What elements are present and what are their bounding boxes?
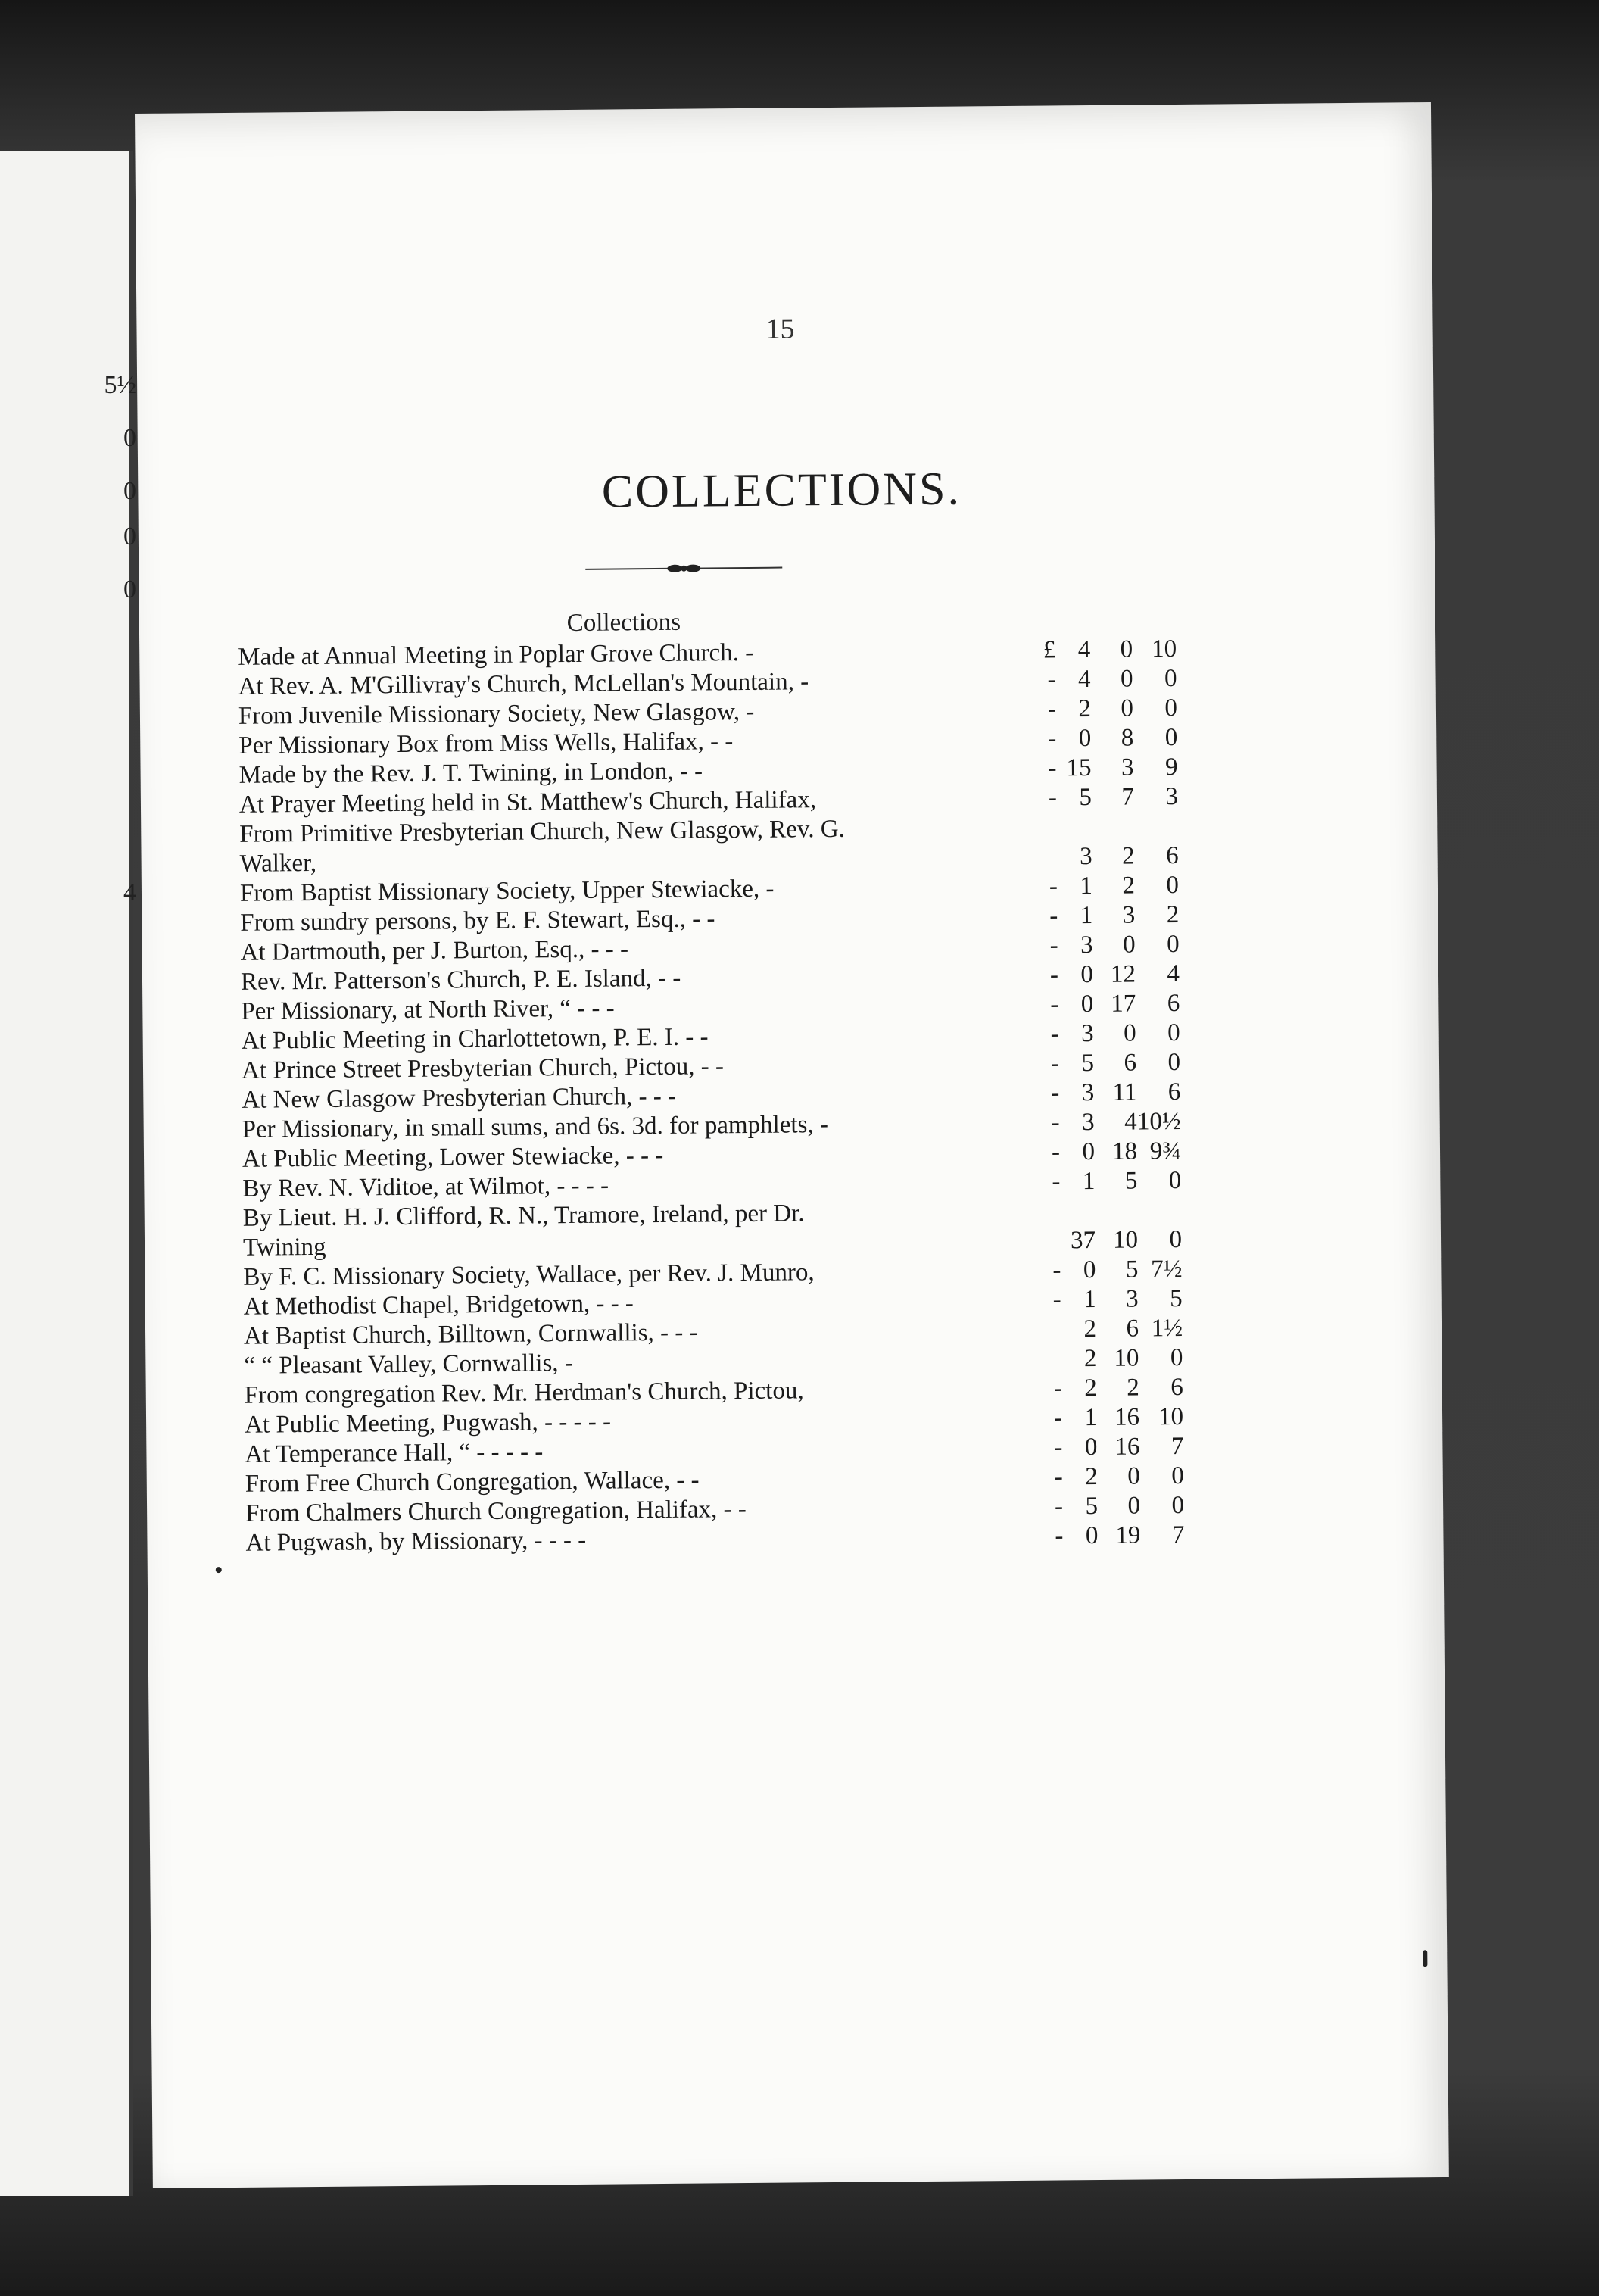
amount-sign: - — [1054, 1493, 1064, 1521]
amount-sign: - — [1051, 1109, 1060, 1137]
amount-sign: - — [1052, 1168, 1061, 1196]
amount-pence: 7 — [1171, 1521, 1185, 1549]
amount-pence: 0 — [1164, 724, 1178, 752]
amount-pence: 0 — [1164, 665, 1177, 693]
amount-sign: - — [1049, 961, 1059, 989]
collections-list — [238, 634, 1230, 1558]
amount-pence: 5 — [1170, 1284, 1183, 1313]
amount-pounds: 1 — [1084, 1403, 1098, 1432]
entry-amount — [1041, 723, 1177, 754]
amount-pounds: 0 — [1085, 1521, 1099, 1550]
amount-shillings: 7 — [1121, 783, 1135, 811]
amount-pence: 0 — [1169, 1225, 1183, 1254]
amount-shillings: 10 — [1114, 1344, 1139, 1372]
entry-description: From Juvenile Missionary Society, New Glasgow, - — [238, 697, 755, 730]
amount-sign: - — [1051, 1079, 1060, 1107]
entry-description: At Public Meeting in Charlottetown, P. E. I. - - — [241, 1023, 709, 1055]
amount-pounds: 3 — [1080, 1019, 1094, 1048]
amount-pounds: 0 — [1080, 990, 1094, 1019]
amount-pounds: 5 — [1079, 784, 1092, 812]
entry-description: At Public Meeting, Lower Stewiacke, - - - — [242, 1141, 664, 1173]
amount-shillings: 0 — [1127, 1492, 1141, 1520]
amount-pounds: 3 — [1082, 1108, 1095, 1137]
amount-pence: 0 — [1166, 931, 1180, 959]
amount-sign: - — [1049, 931, 1058, 959]
amount-pence: 0 — [1166, 872, 1180, 900]
amount-pounds: 0 — [1084, 1433, 1098, 1462]
amount-pounds: 37 — [1070, 1226, 1096, 1255]
amount-pence: 10½ — [1136, 1107, 1181, 1136]
amount-pence: 0 — [1167, 1019, 1180, 1047]
amount-sign: - — [1048, 784, 1058, 812]
amount-pounds: 0 — [1078, 725, 1092, 753]
entry-description: At Temperance Hall, “ - - - - - — [245, 1438, 544, 1468]
amount-sign: - — [1055, 1522, 1064, 1550]
previous-page-mark: 4 — [123, 878, 136, 906]
amount-shillings: 0 — [1120, 665, 1133, 693]
amount-pounds: 5 — [1085, 1492, 1099, 1521]
entry-amount — [1043, 871, 1179, 902]
amount-pence: 7½ — [1150, 1255, 1183, 1284]
amount-pounds: 15 — [1066, 754, 1092, 782]
entry-description: From Free Church Congregation, Wallace, - - — [245, 1466, 700, 1498]
amount-pence: 0 — [1171, 1462, 1184, 1490]
amount-shillings: 8 — [1121, 724, 1134, 752]
entry-amount — [1046, 1284, 1183, 1315]
amount-sign — [1042, 842, 1057, 872]
amount-pence: 10 — [1152, 635, 1177, 663]
ornament-divider — [585, 559, 782, 579]
previous-page-mark: 0 — [123, 424, 136, 452]
ink-speck — [1423, 1950, 1427, 1967]
previous-page-mark: 0 — [123, 477, 136, 505]
amount-shillings: 0 — [1122, 931, 1136, 959]
amount-pence: 2 — [1166, 901, 1180, 929]
entry-amount — [1048, 1491, 1184, 1522]
previous-page-edge — [0, 151, 136, 2196]
amount-shillings: 10 — [1112, 1226, 1139, 1254]
entry-description: From Primitive Presbyterian Church, New Glasgow, Rev. G. Walker, — [239, 815, 845, 878]
amount-sign: - — [1052, 1286, 1061, 1314]
amount-pounds: 3 — [1081, 1078, 1095, 1107]
amount-pence: 0 — [1168, 1166, 1182, 1195]
amount-shillings: 0 — [1123, 1019, 1136, 1047]
amount-pence: 6 — [1167, 1078, 1181, 1106]
entry-amount — [1047, 1432, 1183, 1463]
entry-description: Per Missionary Box from Miss Wells, Halifax, - - — [238, 728, 734, 760]
entry-description: Made at Annual Meeting in Poplar Grove Church. - — [238, 638, 754, 671]
entry-amount — [1041, 753, 1177, 784]
entry-amount — [1048, 1521, 1184, 1552]
amount-shillings: 4 — [1124, 1108, 1137, 1136]
document-page — [135, 102, 1449, 2188]
amount-shillings: 3 — [1126, 1285, 1139, 1313]
entry-amount — [1044, 1078, 1180, 1109]
amount-shillings: 0 — [1121, 694, 1134, 722]
entry-description: From sundry persons, by E. F. Stewart, Esq., - - — [240, 905, 715, 937]
amount-pence: 1½ — [1151, 1314, 1183, 1343]
amount-sign: - — [1047, 695, 1057, 723]
amount-shillings: 2 — [1122, 872, 1136, 900]
amount-shillings: 0 — [1127, 1462, 1140, 1490]
amount-shillings: 3 — [1121, 753, 1134, 781]
amount-pence: 9¾ — [1149, 1137, 1182, 1165]
entry-description: At Methodist Chapel, Bridgetown, - - - — [243, 1290, 634, 1321]
entry-description: From congregation Rev. Mr. Herdman's Church, Pictou, — [244, 1377, 804, 1409]
entry-amount — [1046, 1343, 1183, 1374]
entry-amount — [1042, 782, 1178, 813]
entry-description: Made by the Rev. J. T. Twining, in London, - - — [238, 757, 703, 789]
amount-pounds: 2 — [1078, 695, 1092, 723]
entry-amount — [1043, 989, 1180, 1020]
previous-page-mark: 5½ — [104, 371, 136, 399]
amount-pounds: 5 — [1081, 1049, 1095, 1078]
amount-pounds: 1 — [1082, 1167, 1096, 1196]
amount-pounds: 2 — [1083, 1344, 1097, 1373]
amount-shillings: 16 — [1114, 1403, 1140, 1431]
amount-pence: 0 — [1170, 1343, 1183, 1372]
amount-sign: - — [1048, 725, 1057, 753]
amount-pence: 10 — [1158, 1402, 1184, 1431]
amount-sign — [1046, 1344, 1061, 1374]
entry-description: By Lieut. H. J. Clifford, R. N., Tramore, Ireland, per Dr. Twining — [242, 1199, 805, 1262]
entry-description: At Pugwash, by Missionary, - - - - — [245, 1526, 587, 1557]
entry-description: At Public Meeting, Pugwash, - - - - - — [244, 1408, 612, 1439]
amount-sign — [1046, 1226, 1061, 1256]
entry-amount — [1048, 1462, 1184, 1493]
amount-shillings: 18 — [1111, 1137, 1138, 1165]
page-title: COLLECTIONS. — [601, 463, 962, 518]
amount-pounds: 2 — [1084, 1374, 1097, 1402]
amount-pence: 4 — [1167, 960, 1180, 988]
amount-sign: - — [1053, 1404, 1063, 1432]
amount-shillings: 19 — [1115, 1521, 1141, 1549]
amount-pounds: 1 — [1080, 901, 1093, 930]
amount-pounds: 2 — [1085, 1462, 1098, 1491]
entry-amount — [1040, 635, 1177, 666]
ink-speck — [216, 1567, 222, 1573]
amount-shillings: 16 — [1114, 1433, 1140, 1461]
entry-description: At Prayer Meeting held in St. Matthew's Church, Halifax, — [238, 786, 817, 819]
entry-amount — [1047, 1402, 1183, 1433]
amount-pence: 3 — [1165, 783, 1179, 811]
amount-sign: - — [1054, 1463, 1063, 1491]
amount-shillings: 3 — [1122, 901, 1136, 929]
entry-amount — [1046, 1225, 1182, 1256]
entry-description: From Chalmers Church Congregation, Halifax, - - — [245, 1496, 747, 1527]
amount-shillings: 2 — [1121, 842, 1135, 870]
amount-sign: - — [1051, 1138, 1061, 1166]
entry-amount — [1042, 841, 1178, 872]
amount-pence: 6 — [1165, 842, 1179, 870]
entry-description: Per Missionary, at North River, “ - - - — [241, 994, 615, 1025]
amount-sign: - — [1054, 1433, 1063, 1462]
amount-sign: - — [1050, 990, 1059, 1019]
entry-amount — [1046, 1314, 1183, 1345]
entry-description: At Baptist Church, Billtown, Cornwallis, - - - — [243, 1318, 698, 1350]
amount-sign: - — [1053, 1374, 1062, 1402]
amount-shillings: 5 — [1124, 1167, 1138, 1195]
amount-pounds: 0 — [1083, 1256, 1096, 1284]
amount-shillings: 6 — [1126, 1315, 1139, 1343]
amount-sign: - — [1050, 1020, 1059, 1048]
entry-amount — [1045, 1107, 1181, 1138]
amount-shillings: 11 — [1112, 1078, 1137, 1106]
amount-sign — [1046, 1315, 1061, 1344]
amount-pounds: 4 — [1077, 636, 1091, 664]
entry-description: At New Glasgow Presbyterian Church, - - - — [242, 1082, 677, 1114]
amount-shillings: 6 — [1124, 1049, 1137, 1077]
amount-pence: 0 — [1171, 1491, 1185, 1520]
amount-pounds: 3 — [1080, 931, 1093, 959]
amount-shillings: 5 — [1125, 1256, 1139, 1284]
amount-sign: - — [1049, 872, 1058, 900]
previous-page-mark: 0 — [123, 576, 136, 604]
amount-pounds: 0 — [1080, 960, 1094, 989]
entry-amount — [1043, 959, 1180, 990]
entry-description: By Rev. N. Viditoe, at Wilmot, - - - - — [242, 1171, 609, 1203]
amount-pence: 0 — [1164, 694, 1178, 722]
amount-pounds: 1 — [1083, 1285, 1096, 1314]
table-caption: Collections — [566, 608, 681, 638]
entry-description: At Rev. A. M'Gillivray's Church, McLellan's Mountain, - — [238, 668, 809, 700]
entry-amount — [1040, 664, 1177, 695]
amount-pence: 6 — [1170, 1373, 1183, 1402]
entry-amount — [1047, 1373, 1183, 1404]
list-item — [243, 1195, 1228, 1262]
amount-sign: - — [1048, 754, 1057, 782]
entry-amount — [1044, 1048, 1180, 1079]
amount-shillings: 12 — [1110, 960, 1136, 988]
amount-pounds: 0 — [1082, 1137, 1096, 1166]
amount-sign: - — [1052, 1256, 1061, 1284]
list-item — [239, 811, 1224, 878]
entry-description: At Dartmouth, per J. Burton, Esq., - - - — [240, 935, 629, 966]
amount-shillings: 0 — [1120, 635, 1133, 663]
entry-amount — [1043, 1019, 1180, 1050]
amount-pence: 6 — [1167, 990, 1180, 1018]
entry-description: “ “ Pleasant Valley, Cornwallis, - — [244, 1349, 573, 1380]
amount-pence: 9 — [1164, 753, 1178, 781]
entry-amount — [1046, 1255, 1182, 1286]
entry-description: Per Missionary, in small sums, and 6s. 3d. for pamphlets, - — [242, 1111, 829, 1143]
entry-amount — [1043, 900, 1179, 931]
entry-description: By F. C. Missionary Society, Wallace, per Rev. J. Munro, — [243, 1259, 815, 1291]
amount-pounds: 2 — [1083, 1315, 1097, 1343]
entry-amount — [1045, 1137, 1181, 1168]
amount-sign: - — [1047, 666, 1056, 694]
page-number: 15 — [765, 313, 795, 345]
entry-amount — [1045, 1166, 1181, 1197]
entry-description: At Prince Street Presbyterian Church, Pictou, - - — [241, 1053, 725, 1084]
entry-description: From Baptist Missionary Society, Upper Stewiacke, - — [239, 875, 775, 907]
amount-shillings: 17 — [1111, 990, 1136, 1018]
amount-pence: 0 — [1167, 1048, 1181, 1077]
amount-pounds: 1 — [1080, 872, 1093, 900]
amount-sign: - — [1050, 1050, 1060, 1078]
amount-pounds: 3 — [1079, 843, 1092, 871]
amount-sign: £ — [1043, 636, 1056, 664]
amount-pounds: 4 — [1077, 666, 1091, 694]
amount-shillings: 2 — [1127, 1374, 1139, 1402]
previous-page-mark: 0 — [123, 523, 136, 551]
entry-amount — [1041, 694, 1177, 725]
amount-sign: - — [1049, 902, 1058, 930]
amount-pence: 7 — [1170, 1432, 1184, 1461]
entry-amount — [1043, 930, 1179, 961]
entry-description: Rev. Mr. Patterson's Church, P. E. Island, - - — [240, 964, 681, 996]
